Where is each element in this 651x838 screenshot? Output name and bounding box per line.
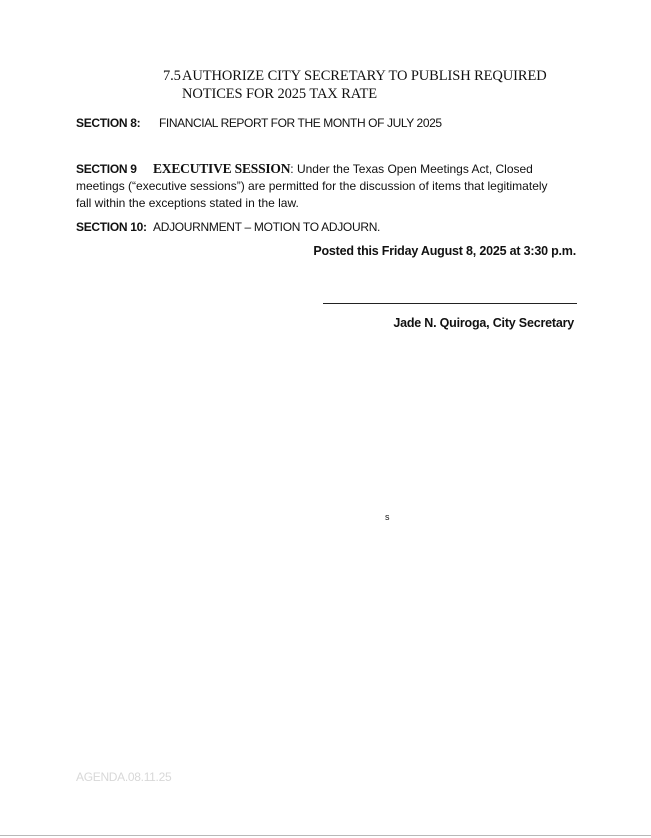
section-8-label: SECTION 8: [76, 116, 141, 130]
signer-name: Jade N. Quiroga, City Secretary [393, 316, 574, 330]
section-10-text: ADJOURNMENT – MOTION TO ADJOURN. [153, 220, 381, 234]
signature-line [323, 303, 577, 304]
executive-session-heading: EXECUTIVE SESSION [153, 161, 291, 176]
agenda-item-title-line2: NOTICES FOR 2025 TAX RATE [182, 86, 378, 102]
page-bottom-border [0, 835, 651, 836]
section-10-label: SECTION 10: [76, 220, 147, 234]
section-10 [76, 219, 380, 235]
section-8 [76, 115, 442, 131]
section-9 [76, 160, 556, 212]
section-9-text: : Under the Texas Open Meetings Act, Closed meetings (“executive sessions”) are permitted for the discussion of items that legitimately fall within the exceptions stated in the law. [76, 162, 548, 210]
section-9-label: SECTION 9 [76, 162, 137, 176]
stray-mark: s [385, 512, 390, 522]
agenda-item-number: 7.5 [163, 68, 181, 84]
footer-agenda-id: AGENDA.08.11.25 [76, 770, 172, 784]
agenda-item-7-5-line1 [163, 67, 547, 85]
section-8-text: FINANCIAL REPORT FOR THE MONTH OF JULY 2025 [159, 116, 442, 130]
agenda-item-title-line1: AUTHORIZE CITY SECRETARY TO PUBLISH REQUIRED [182, 68, 547, 84]
agenda-item-7-5 [163, 67, 547, 103]
posted-notice: Posted this Friday August 8, 2025 at 3:30 p.m. [313, 244, 576, 258]
